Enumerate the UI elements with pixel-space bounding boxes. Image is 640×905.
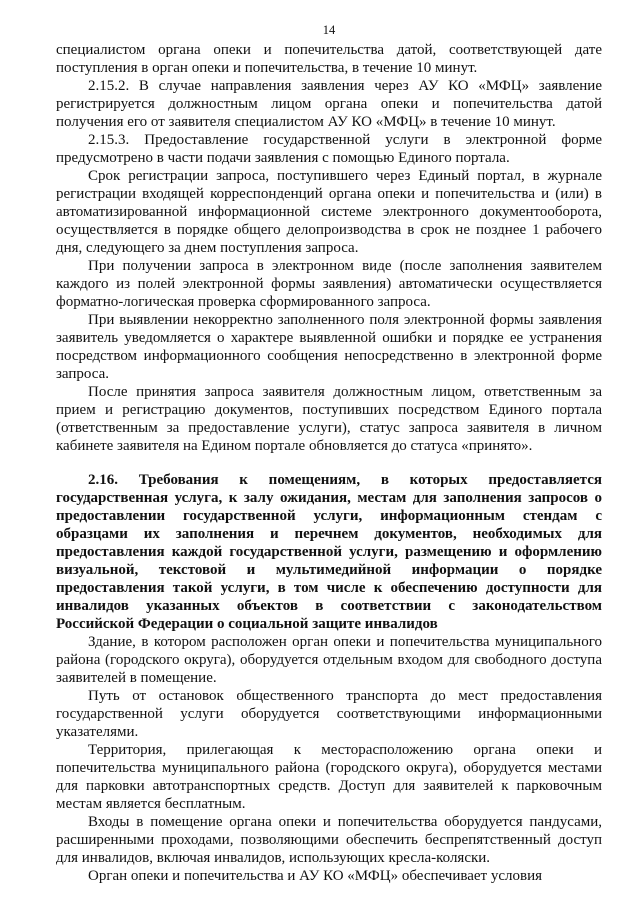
paragraph: 2.15.3. Предоставление государственной услуги в электронной форме предусмотрено в части подачи заявления с помощью Единого портала. <box>56 132 602 166</box>
paragraph: При получении запроса в электронном виде (после заполнения заявителем каждого из полей электронной формы заявления) автоматически осуществляется форматно-логическая проверка сформированного запроса. <box>56 258 602 310</box>
section-gap <box>56 455 602 471</box>
page-number: 14 <box>322 23 336 37</box>
paragraph: Путь от остановок общественного транспорта до мест предоставления государственной услуги оборудуется соответствующими информационными указателями. <box>56 688 602 740</box>
paragraph: Территория, прилегающая к месторасположению органа опеки и попечительства муниципального района (городского округа), оборудуется местами для парковки автотранспортных средств. Доступ для заявителей к парковочным местам является бесплатным. <box>56 742 602 812</box>
section-heading: 2.16. Требования к помещениям, в которых предоставляется государственная услуга, к залу ожидания, местам для заполнения запросов о предоставлении государственной услуги, информационным стендам с образцами их заполнения и перечнем документов, необходимых для предоставления каждой государственной услуги, размещению и оформлению визуальной, текстовой и мультимедийной информации о порядке предоставления такой услуги, в том числе к обеспечению доступности для инвалидов указанных объектов в соответствии с законодательством Российской Федерации о социальной защите инвалидов <box>56 472 602 632</box>
paragraph: Здание, в котором расположен орган опеки и попечительства муниципального района (городского округа), оборудуется отдельным входом для свободного доступа заявителей в помещение. <box>56 634 602 686</box>
paragraph: После принятия запроса заявителя должностным лицом, ответственным за прием и регистрацию документов, поступивших посредством Единого портала (ответственным за предоставление услуги), статус запроса заявителя в личном кабинете заявителя на Едином портале обновляется до статуса «принято». <box>56 384 602 454</box>
paragraph: 2.15.2. В случае направления заявления через АУ КО «МФЦ» заявление регистрируется должностным лицом органа опеки и попечительства датой получения его от заявителя специалистом АУ КО «МФЦ» в течение 10 минут. <box>56 78 602 130</box>
paragraph: Срок регистрации запроса, поступившего через Единый портал, в журнале регистрации входящей корреспонденций органа опеки и попечительства и (или) в автоматизированной информационной системе электронного документооборота, осуществляется в порядке общего делопроизводства в срок не позднее 1 рабочего дня, следующего за днем поступления запроса. <box>56 168 602 256</box>
paragraph: специалистом органа опеки и попечительства датой, соответствующей дате поступления в орган опеки и попечительства, в течение 10 минут. <box>56 42 602 76</box>
paragraph: Входы в помещение органа опеки и попечительства оборудуется пандусами, расширенными проходами, позволяющими обеспечить беспрепятственный доступ для инвалидов, включая инвалидов, использующих кресла-коляски. <box>56 814 602 866</box>
paragraph: Орган опеки и попечительства и АУ КО «МФЦ» обеспечивает условия <box>88 868 543 884</box>
paragraph: При выявлении некорректно заполненного поля электронной формы заявления заявитель уведомляется о характере выявленной ошибки и порядке ее устранения посредством информационного сообщения непосредственно в электронной форме запроса. <box>56 312 602 382</box>
